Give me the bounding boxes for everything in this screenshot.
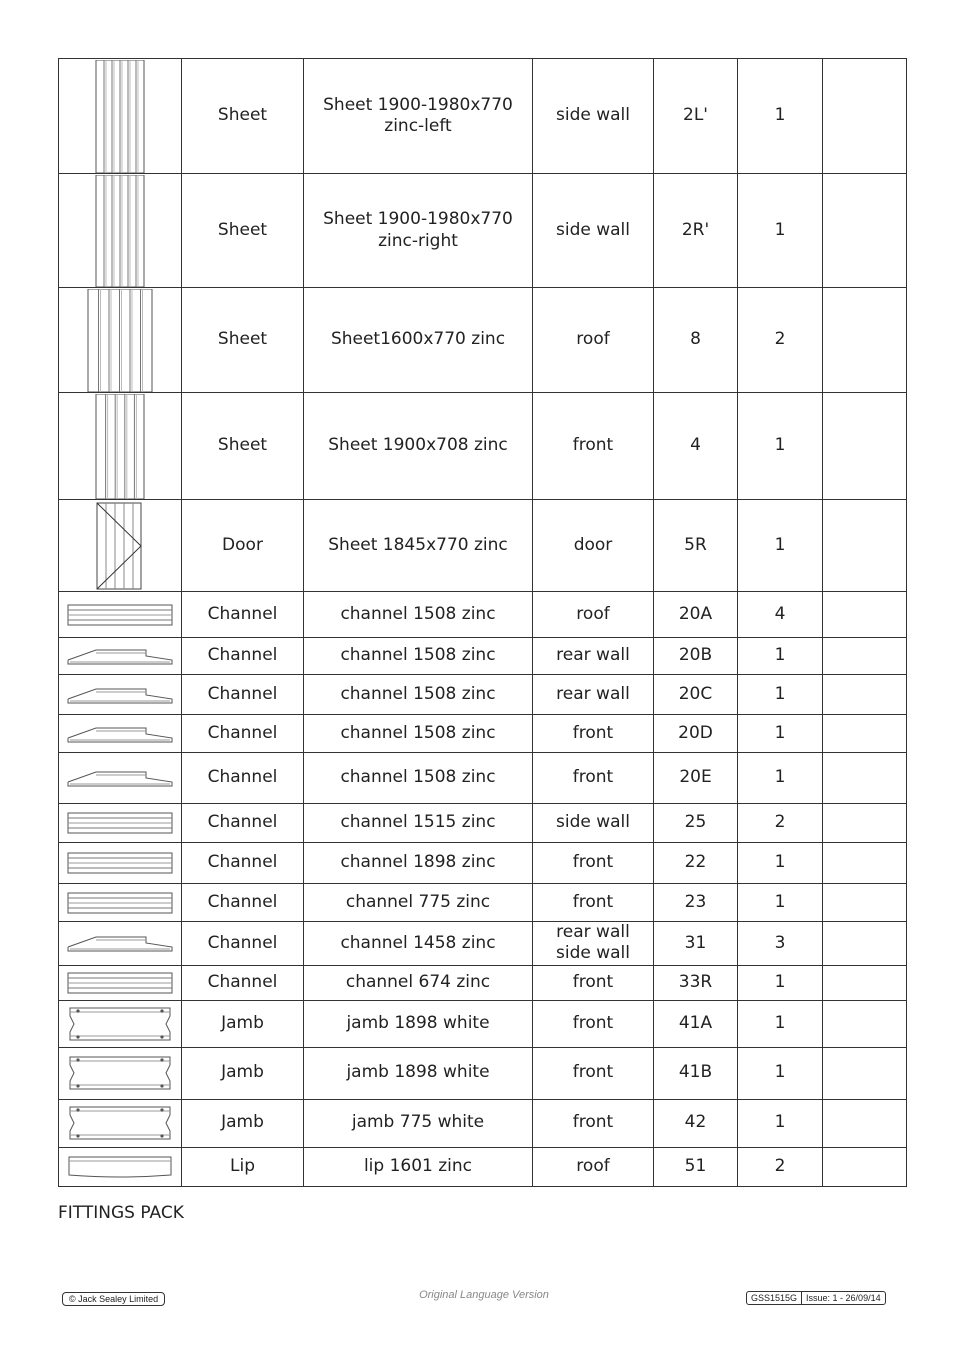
part-type: Lip [182,1147,304,1186]
part-row [59,1099,907,1147]
copyright-badge: © Jack Sealey Limited [62,1292,165,1306]
part-quantity: 1 [738,1099,823,1147]
part-row [59,500,907,592]
part-location: front [533,965,654,1000]
part-row [59,922,907,966]
part-row [59,1000,907,1047]
flared-channel-icon [59,638,182,675]
part-check-cell [823,59,907,174]
part-type: Channel [182,753,304,804]
part-type: Channel [182,843,304,884]
fittings-pack-heading: FITTINGS PACK [58,1203,184,1223]
part-row [59,1047,907,1099]
part-check-cell [823,288,907,393]
issue-date: Issue: 1 - 26/09/14 [801,1292,885,1304]
part-row [59,804,907,843]
part-number: 51 [654,1147,738,1186]
part-description: Sheet 1900x708 zinc [304,393,533,500]
parts-table-body [59,59,907,1187]
part-quantity: 1 [738,1047,823,1099]
part-type: Jamb [182,1000,304,1047]
part-description: channel 1508 zinc [304,675,533,715]
part-location: front [533,1000,654,1047]
part-quantity: 1 [738,884,823,922]
part-number: 20D [654,715,738,753]
straight-channel-icon [59,843,182,884]
part-quantity: 4 [738,592,823,638]
narrow-sheet-icon [59,393,182,500]
part-quantity: 2 [738,804,823,843]
part-number: 22 [654,843,738,884]
part-location: side wall [533,59,654,174]
straight-channel-icon [59,592,182,638]
part-check-cell [823,843,907,884]
part-type: Sheet [182,174,304,288]
part-check-cell [823,1000,907,1047]
part-type: Sheet [182,59,304,174]
part-number: 23 [654,884,738,922]
part-location: front [533,393,654,500]
part-location: front [533,753,654,804]
part-quantity: 1 [738,965,823,1000]
part-quantity: 1 [738,715,823,753]
part-number: 5R [654,500,738,592]
jamb-icon [59,1099,182,1147]
flared-channel-icon [59,922,182,966]
part-quantity: 1 [738,675,823,715]
part-location: front [533,1047,654,1099]
part-check-cell [823,1147,907,1186]
part-row [59,288,907,393]
part-number: 20C [654,675,738,715]
part-location: door [533,500,654,592]
jamb-icon [59,1000,182,1047]
part-location: side wall [533,804,654,843]
part-description: jamb 775 white [304,1099,533,1147]
part-type: Channel [182,884,304,922]
part-check-cell [823,804,907,843]
part-number: 42 [654,1099,738,1147]
issue-badge [746,1291,886,1305]
part-number: 41A [654,1000,738,1047]
flared-channel-icon [59,675,182,715]
part-location: roof [533,1147,654,1186]
part-quantity: 1 [738,59,823,174]
tall-sheet-icon [59,59,182,174]
part-description: channel 1508 zinc [304,715,533,753]
straight-channel-icon [59,884,182,922]
part-location: front [533,843,654,884]
part-location: roof [533,288,654,393]
part-type: Channel [182,675,304,715]
part-check-cell [823,174,907,288]
part-check-cell [823,753,907,804]
part-description: channel 1898 zinc [304,843,533,884]
part-location: rear wall side wall [533,922,654,966]
part-description: Sheet1600x770 zinc [304,288,533,393]
part-quantity: 1 [738,500,823,592]
part-row [59,174,907,288]
part-quantity: 1 [738,638,823,675]
part-check-cell [823,965,907,1000]
part-quantity: 2 [738,1147,823,1186]
part-check-cell [823,500,907,592]
part-description: Sheet 1900-1980x770 zinc-right [304,174,533,288]
part-check-cell [823,638,907,675]
part-description: channel 1508 zinc [304,638,533,675]
part-type: Sheet [182,288,304,393]
part-description: jamb 1898 white [304,1000,533,1047]
part-type: Sheet [182,393,304,500]
part-description: channel 674 zinc [304,965,533,1000]
part-row [59,884,907,922]
part-number: 31 [654,922,738,966]
part-row [59,1147,907,1186]
part-quantity: 1 [738,843,823,884]
part-type: Door [182,500,304,592]
part-row [59,59,907,174]
part-row [59,393,907,500]
wide-sheet-icon [59,288,182,393]
part-type: Jamb [182,1099,304,1147]
part-location: rear wall [533,638,654,675]
part-check-cell [823,675,907,715]
tall-sheet-icon [59,174,182,288]
part-number: 2R' [654,174,738,288]
part-location: side wall [533,174,654,288]
part-row [59,675,907,715]
part-description: channel 1508 zinc [304,592,533,638]
part-number: 33R [654,965,738,1000]
part-number: 20A [654,592,738,638]
part-description: channel 1515 zinc [304,804,533,843]
part-number: 20E [654,753,738,804]
jamb-icon [59,1047,182,1099]
flared-channel-icon [59,715,182,753]
part-location: front [533,715,654,753]
part-description: lip 1601 zinc [304,1147,533,1186]
part-description: jamb 1898 white [304,1047,533,1099]
part-description: channel 775 zinc [304,884,533,922]
part-type: Channel [182,715,304,753]
part-type: Channel [182,592,304,638]
part-description: channel 1458 zinc [304,922,533,966]
part-row [59,638,907,675]
part-quantity: 2 [738,288,823,393]
part-check-cell [823,715,907,753]
part-quantity: 1 [738,174,823,288]
part-location: roof [533,592,654,638]
straight-channel-icon [59,965,182,1000]
flared-channel-icon [59,753,182,804]
part-location: front [533,884,654,922]
part-quantity: 3 [738,922,823,966]
part-check-cell [823,393,907,500]
part-row [59,843,907,884]
part-location: front [533,1099,654,1147]
part-number: 25 [654,804,738,843]
part-row [59,965,907,1000]
part-check-cell [823,884,907,922]
part-check-cell [823,1047,907,1099]
part-row [59,715,907,753]
part-description: channel 1508 zinc [304,753,533,804]
part-row [59,753,907,804]
part-check-cell [823,1099,907,1147]
part-number: 41B [654,1047,738,1099]
straight-channel-icon [59,804,182,843]
part-description: Sheet 1845x770 zinc [304,500,533,592]
part-type: Channel [182,965,304,1000]
part-description: Sheet 1900-1980x770 zinc-left [304,59,533,174]
door-sheet-icon [59,500,182,592]
part-row [59,592,907,638]
part-type: Channel [182,922,304,966]
part-type: Jamb [182,1047,304,1099]
part-type: Channel [182,804,304,843]
part-type: Channel [182,638,304,675]
parts-table [58,58,907,1187]
part-check-cell [823,922,907,966]
part-number: 20B [654,638,738,675]
part-quantity: 1 [738,1000,823,1047]
part-quantity: 1 [738,753,823,804]
part-number: 8 [654,288,738,393]
model-code: GSS1515G [751,1293,798,1303]
part-number: 2L' [654,59,738,174]
language-version-note: Original Language Version [419,1289,549,1301]
part-check-cell [823,592,907,638]
part-location: rear wall [533,675,654,715]
part-quantity: 1 [738,393,823,500]
part-number: 4 [654,393,738,500]
lip-icon [59,1147,182,1186]
